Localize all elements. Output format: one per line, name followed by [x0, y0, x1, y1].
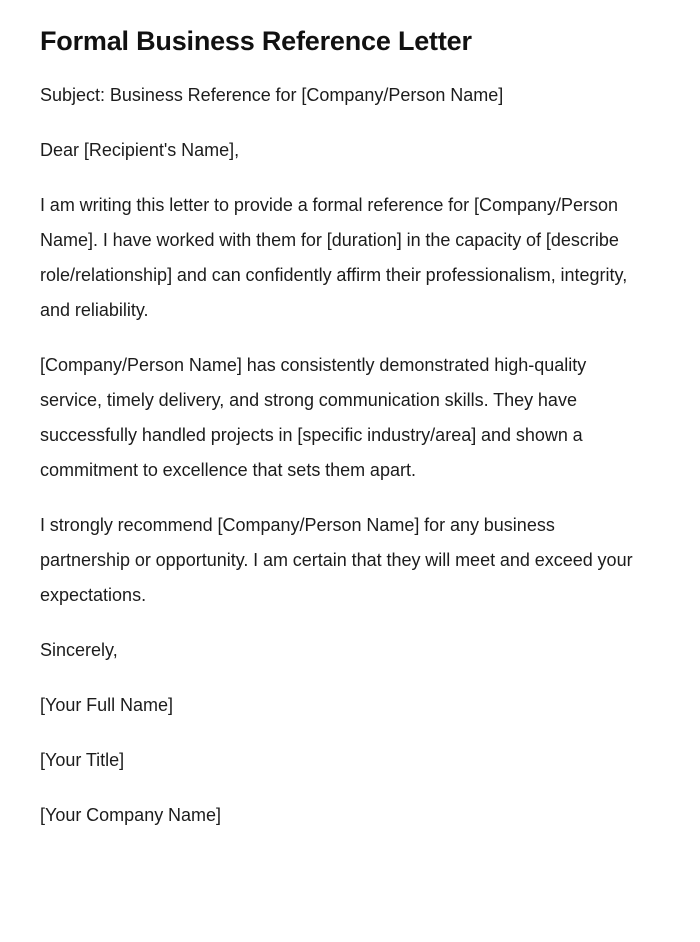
paragraph-qualities: [Company/Person Name] has consistently demonstrated high-quality service, timely delivery, and strong communication skills. They have successfully handled projects in [specific industry/area] and shown a commitment to excellence that sets them apart.	[40, 355, 587, 480]
signature-title: [Your Title]	[40, 750, 125, 770]
signature-company: [Your Company Name]	[40, 805, 222, 825]
signature-name: [Your Full Name]	[40, 695, 173, 715]
closing: Sincerely,	[40, 640, 118, 660]
paragraph-recommendation: I strongly recommend [Company/Person Name] for any business partnership or opportunity. I am certain that they will meet and exceed your expectations.	[40, 515, 633, 605]
paragraph-intro: I am writing this letter to provide a formal reference for [Company/Person Name]. I have worked with them for [duration] in the capacity of [describe role/relationship] and can confidently affirm their professionalism, integrity, and reliability.	[40, 195, 628, 320]
subject-line: Subject: Business Reference for [Company/Person Name]	[40, 85, 504, 105]
page-title: Formal Business Reference Letter	[40, 26, 472, 56]
letter-body	[40, 78, 640, 833]
salutation: Dear [Recipient's Name],	[40, 140, 240, 160]
